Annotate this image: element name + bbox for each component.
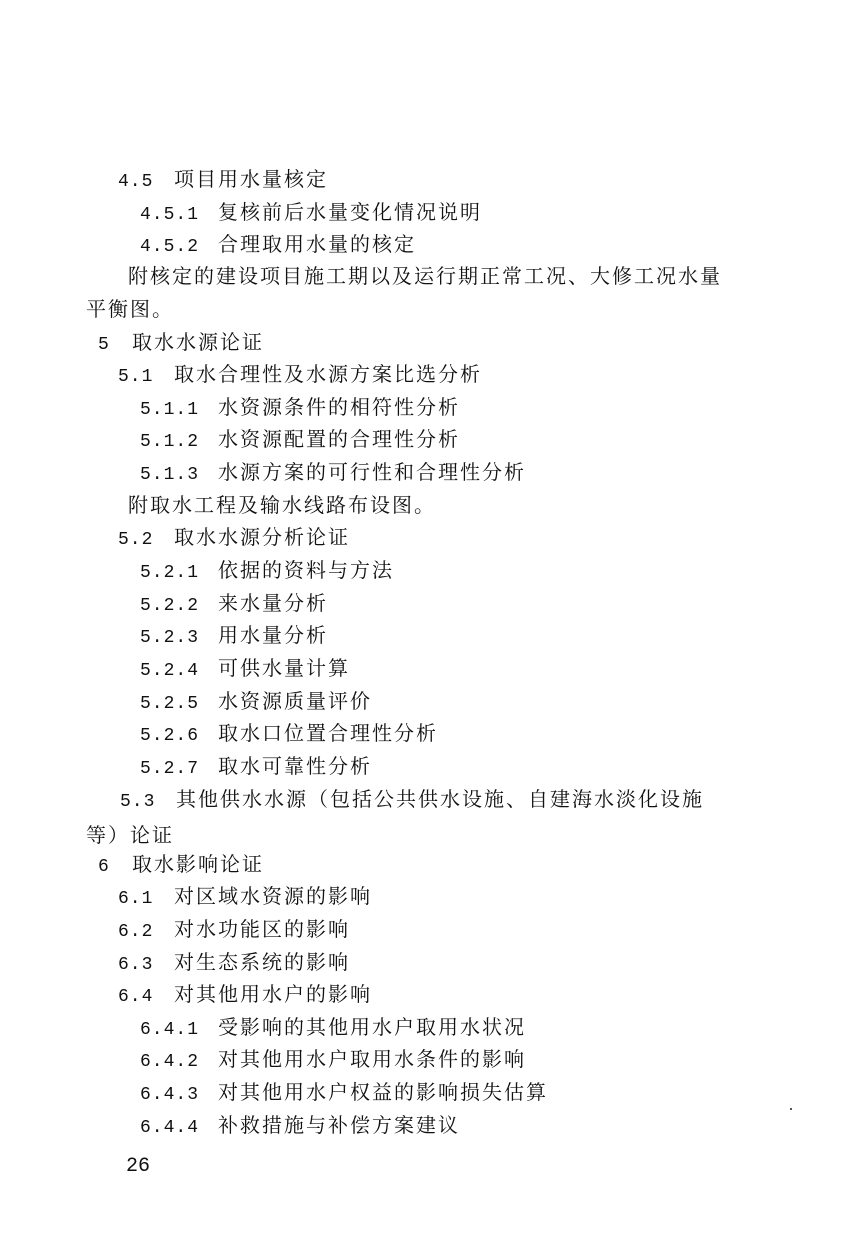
toc-line-6-2 <box>118 913 350 945</box>
section-number: 6.1 <box>118 889 154 909</box>
toc-line-5-1-3 <box>140 456 526 488</box>
toc-line-5-2-5 <box>140 685 372 717</box>
toc-line-4-5-1 <box>140 196 482 228</box>
section-number: 6.4 <box>118 987 154 1007</box>
section-title: 取水可靠性分析 <box>218 754 372 778</box>
note-text: 附核定的建设项目施工期以及运行期正常工况、大修工况水量平衡图。 <box>86 264 722 321</box>
toc-line-5 <box>98 326 264 358</box>
section-number: 5.2.3 <box>140 628 200 648</box>
toc-line-6-1 <box>118 880 372 912</box>
section-title: 对其他用水户权益的影响损失估算 <box>218 1080 548 1104</box>
section-title: 项目用水量核定 <box>174 167 328 191</box>
toc-line-5-2-6 <box>140 717 438 749</box>
section-title: 对生态系统的影响 <box>174 950 350 974</box>
section-number: 4.5.1 <box>140 205 200 225</box>
section-title: 取水口位置合理性分析 <box>218 721 438 745</box>
toc-line-5-1-1 <box>140 391 460 423</box>
toc-line-4-5-2 <box>140 228 416 260</box>
section-number: 6 <box>98 857 110 877</box>
note-water-intake <box>128 489 436 521</box>
section-number: 5.2.7 <box>140 759 200 779</box>
section-number: 5 <box>98 335 110 355</box>
section-title: 对区域水资源的影响 <box>174 884 372 908</box>
section-title: 补救措施与补偿方案建议 <box>218 1113 460 1137</box>
toc-line-6-4-2 <box>140 1043 526 1075</box>
toc-line-5-2 <box>118 521 350 553</box>
toc-line-6-3 <box>118 946 350 978</box>
note-text: 附取水工程及输水线路布设图。 <box>128 493 436 517</box>
toc-line-5-1-2 <box>140 423 460 455</box>
page-number: 26 <box>126 1155 151 1178</box>
section-title: 来水量分析 <box>218 591 328 615</box>
section-title: 对水功能区的影响 <box>174 917 350 941</box>
section-title: 受影响的其他用水户取用水状况 <box>218 1015 526 1039</box>
section-title: 水资源质量评价 <box>218 689 372 713</box>
toc-line-6 <box>98 848 264 880</box>
section-title: 复核前后水量变化情况说明 <box>218 200 482 224</box>
toc-line-5-2-3 <box>140 619 328 651</box>
section-title: 依据的资料与方法 <box>218 558 394 582</box>
scan-speck <box>790 1108 792 1110</box>
section-number: 4.5 <box>118 172 154 192</box>
toc-line-4-5 <box>118 163 328 195</box>
section-number: 5.1.2 <box>140 432 200 452</box>
section-title: 取水水源论证 <box>132 330 264 354</box>
section-number: 6.4.4 <box>140 1118 200 1138</box>
section-number: 5.2.6 <box>140 726 200 746</box>
toc-line-6-4 <box>118 978 372 1010</box>
section-number: 6.4.2 <box>140 1052 200 1072</box>
section-title: 对其他用水户取用水条件的影响 <box>218 1047 526 1071</box>
section-title: 水资源配置的合理性分析 <box>218 427 460 451</box>
section-title: 可供水量计算 <box>218 656 350 680</box>
toc-line-5-2-4 <box>140 652 350 684</box>
section-number: 6.4.1 <box>140 1020 200 1040</box>
toc-line-5-2-1 <box>140 554 394 586</box>
section-number: 6.3 <box>118 955 154 975</box>
section-number: 5.1.3 <box>140 465 200 485</box>
section-title: 水资源条件的相符性分析 <box>218 395 460 419</box>
toc-line-5-2-2 <box>140 587 328 619</box>
section-number: 5.3 <box>120 792 156 812</box>
section-number: 5.1 <box>118 367 154 387</box>
section-number: 5.2.1 <box>140 563 200 583</box>
section-number: 5.2.2 <box>140 596 200 616</box>
toc-line-6-4-1 <box>140 1011 526 1043</box>
section-number: 5.2 <box>118 530 154 550</box>
section-title: 取水影响论证 <box>132 852 264 876</box>
section-title: 其他供水水源（包括公共供水设施、自建海水淡化设施等）论证 <box>86 787 704 847</box>
section-number: 5.2.4 <box>140 661 200 681</box>
section-number: 5.1.1 <box>140 400 200 420</box>
section-number: 6.4.3 <box>140 1085 200 1105</box>
section-title: 取水水源分析论证 <box>174 525 350 549</box>
section-title: 对其他用水户的影响 <box>174 982 372 1006</box>
section-number: 6.2 <box>118 922 154 942</box>
section-title: 水源方案的可行性和合理性分析 <box>218 460 526 484</box>
section-title: 用水量分析 <box>218 623 328 647</box>
section-title: 取水合理性及水源方案比选分析 <box>174 362 482 386</box>
toc-line-6-4-3 <box>140 1076 548 1108</box>
toc-line-5-1 <box>118 358 482 390</box>
section-number: 5.2.5 <box>140 694 200 714</box>
note-water-balance <box>86 260 726 325</box>
toc-line-5-2-7 <box>140 750 372 782</box>
section-number: 4.5.2 <box>140 237 200 257</box>
section-title: 合理取用水量的核定 <box>218 232 416 256</box>
toc-line-6-4-4 <box>140 1109 460 1141</box>
toc-line-5-3 <box>86 783 726 851</box>
